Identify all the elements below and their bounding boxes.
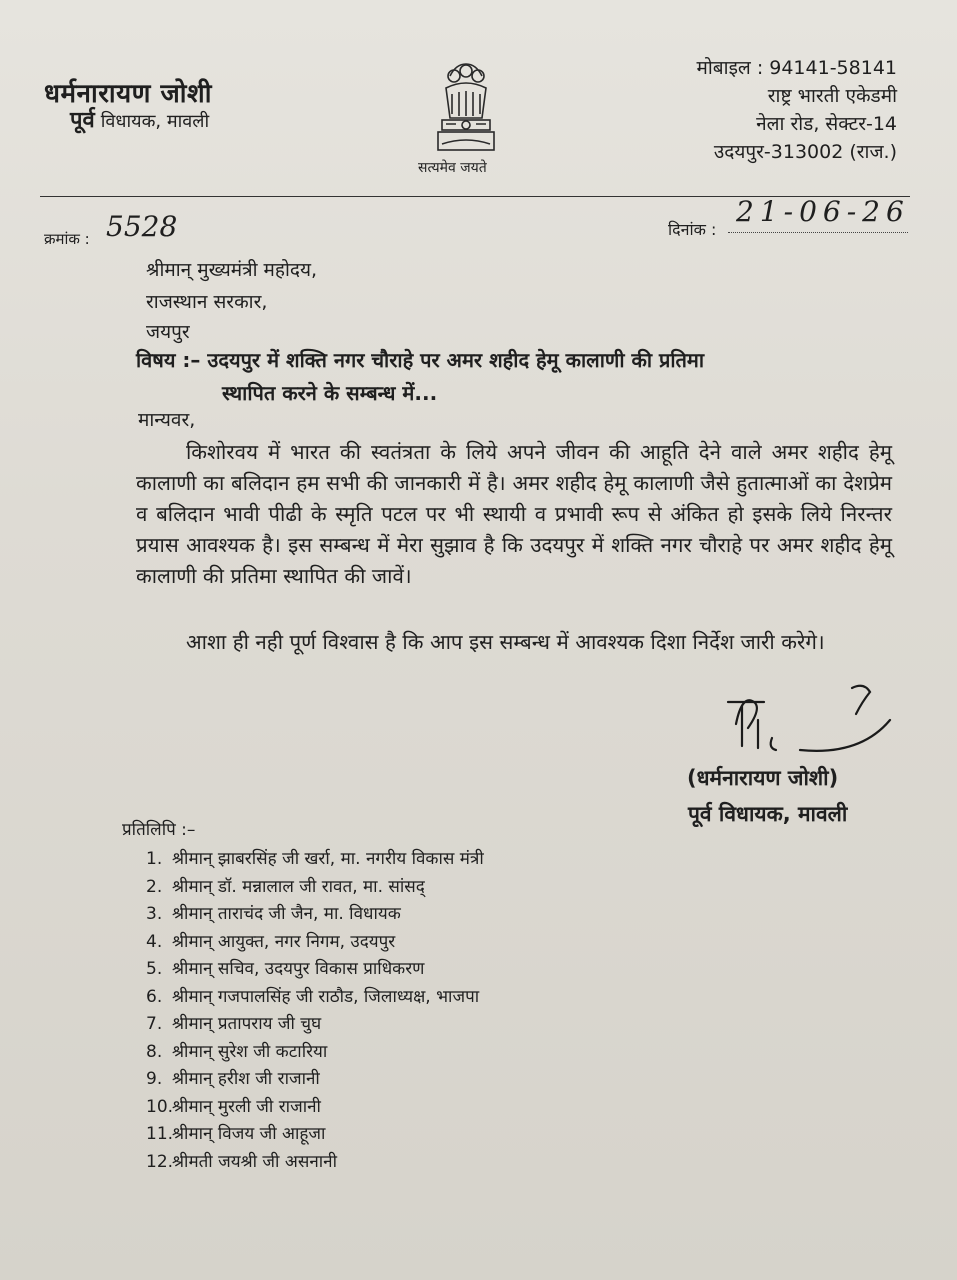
list-item bbox=[146, 929, 484, 957]
list-item-number: 7. bbox=[146, 1014, 163, 1034]
list-item-text: श्रीमान् गजपालसिंह जी राठौड, जिलाध्यक्ष, भाजपा bbox=[172, 986, 480, 1007]
list-item bbox=[146, 901, 484, 929]
list-item bbox=[146, 1121, 484, 1149]
mobile-number: मोबाइल : 94141-58141 bbox=[696, 57, 897, 79]
list-item-text: श्रीमान् ताराचंद जी जैन, मा. विधायक bbox=[172, 904, 401, 924]
date-handwritten: 21-06-26 bbox=[736, 195, 910, 228]
list-item-text: श्रीमती जयश्री जी असनानी bbox=[172, 1151, 337, 1172]
list-item bbox=[146, 1011, 484, 1039]
address-line-3: उदयपुर-313002 (राज.) bbox=[713, 141, 897, 163]
address-line-2: नेला रोड, सेक्टर-14 bbox=[756, 113, 897, 135]
emblem-motto: सत्यमेव जयते bbox=[418, 160, 487, 176]
list-item-text: श्रीमान् आयुक्त, नगर निगम, उदयपुर bbox=[172, 931, 396, 952]
list-item-number: 6. bbox=[146, 986, 163, 1007]
list-item bbox=[146, 984, 484, 1012]
date-dotted-line bbox=[728, 232, 908, 233]
list-item-text: श्रीमान् झाबरसिंह जी खर्रा, मा. नगरीय विकास मंत्री bbox=[172, 849, 484, 869]
body-paragraph-1: किशोरवय में भारत की स्वतंत्रता के लिये अपने जीवन की आहूति देने वाले अमर शहीद हेमू कालाणी का बलिदान हम सभी की जानकारी में है। अमर शहीद हेमू कालाणी जैसे हुतात्माओं का देशप्रेम व बलिदान भावी पीढी के स्मृति पटल पर भी स्थायी व प्रभावी रूप से अंकित हो इसके लिये निरन्तर प्रयास आवश्यक है। इस सम्बन्ध में मेरा सुझाव है कि उदयपुर में शक्ति नगर चौराहे पर अमर शहीद हेमू कालाणी की प्रतिमा स्थापित की जावें। bbox=[136, 440, 892, 588]
list-item-text: श्रीमान् हरीश जी राजानी bbox=[172, 1069, 320, 1089]
national-emblem-icon bbox=[428, 58, 504, 156]
list-item-number: 9. bbox=[146, 1069, 163, 1089]
subject-line-2: स्थापित करने के सम्बन्ध में... bbox=[222, 381, 438, 405]
subject-line-1: विषय :– उदयपुर में शक्ति नगर चौराहे पर अमर शहीद हेमू कालाणी की प्रतिमा bbox=[136, 348, 705, 372]
list-item-number: 4. bbox=[146, 931, 163, 952]
date-label: दिनांक : bbox=[668, 220, 717, 239]
list-item bbox=[146, 956, 484, 984]
sender-designation bbox=[70, 104, 209, 134]
list-item-number: 11. bbox=[146, 1124, 174, 1144]
list-item bbox=[146, 846, 484, 874]
list-item-number: 12. bbox=[146, 1151, 174, 1172]
reference-number-label: क्रमांक : bbox=[44, 230, 90, 248]
sender-address bbox=[697, 54, 897, 166]
list-item bbox=[146, 1149, 484, 1177]
body-paragraph-2: आशा ही नही पूर्ण विश्वास है कि आप इस सम्बन्ध में आवश्यक दिशा निर्देश जारी करेगे। bbox=[186, 630, 825, 654]
list-item bbox=[146, 1066, 484, 1094]
addressee-line-3: जयपुर bbox=[146, 321, 190, 343]
address-line-1: राष्ट्र भारती एकेडमी bbox=[767, 85, 897, 107]
copy-to-list bbox=[146, 846, 484, 1176]
list-item-number: 10. bbox=[146, 1096, 174, 1117]
list-item-number: 8. bbox=[146, 1041, 163, 1062]
signature-mark bbox=[724, 680, 894, 760]
list-item-number: 3. bbox=[146, 904, 163, 924]
list-item bbox=[146, 1039, 484, 1067]
list-item-text: श्रीमान् डॉ. मन्नालाल जी रावत, मा. सांसद् bbox=[172, 876, 425, 897]
reference-number-handwritten: 5528 bbox=[106, 210, 178, 243]
sender-name: धर्मनारायण जोशी bbox=[44, 79, 212, 109]
list-item-text: श्रीमान् मुरली जी राजानी bbox=[172, 1096, 321, 1117]
copy-to-label: प्रतिलिपि :– bbox=[122, 820, 196, 840]
list-item-text: श्रीमान् सुरेश जी कटारिया bbox=[172, 1041, 328, 1062]
signatory-name: (धर्मनारायण जोशी) bbox=[687, 766, 839, 790]
addressee-line-2: राजस्थान सरकार, bbox=[146, 291, 268, 313]
list-item-number: 5. bbox=[146, 959, 163, 979]
list-item bbox=[146, 1094, 484, 1122]
list-item-text: श्रीमान् विजय जी आहूजा bbox=[172, 1124, 326, 1144]
list-item-number: 1. bbox=[146, 849, 163, 869]
list-item bbox=[146, 874, 484, 902]
designation-text: विधायक, मावली bbox=[100, 111, 210, 132]
salutation: मान्यवर, bbox=[138, 409, 196, 431]
addressee-line-1: श्रीमान् मुख्यमंत्री महोदय, bbox=[146, 259, 318, 281]
list-item-text: श्रीमान् सचिव, उदयपुर विकास प्राधिकरण bbox=[172, 959, 425, 979]
designation-handwritten: पूर्व bbox=[70, 108, 95, 133]
list-item-number: 2. bbox=[146, 876, 163, 897]
signatory-designation: पूर्व विधायक, मावली bbox=[688, 802, 848, 826]
list-item-text: श्रीमान् प्रतापराय जी चुघ bbox=[172, 1014, 322, 1034]
